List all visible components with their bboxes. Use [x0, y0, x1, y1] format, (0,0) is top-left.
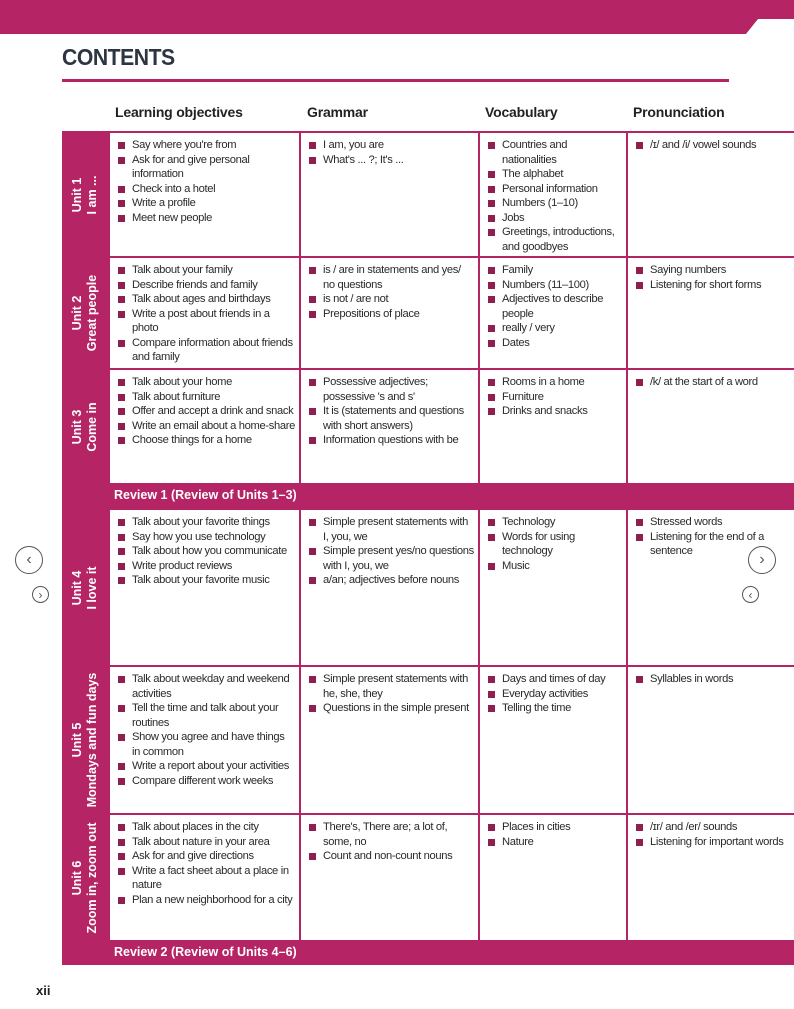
unit-label	[62, 815, 108, 940]
list-item: Write a post about friends in a photo	[116, 307, 295, 336]
vocabulary-list	[486, 515, 622, 573]
objectives-list	[116, 515, 295, 588]
grammar-list	[307, 263, 474, 321]
next-page-small-button[interactable]	[32, 586, 49, 603]
unit-title: I love it	[85, 565, 99, 610]
review-row: Review 1 (Review of Units 1–3)	[62, 483, 794, 508]
grammar-list	[307, 515, 474, 588]
vocabulary-cell	[478, 667, 626, 813]
unit-label	[62, 667, 108, 813]
objectives-list	[116, 672, 295, 788]
vocabulary-list	[486, 672, 622, 716]
list-item: It is (statements and questions with short answers)	[307, 404, 474, 433]
list-item: The alphabet	[486, 167, 622, 182]
list-item: Information questions with be	[307, 433, 474, 448]
list-item: Write product reviews	[116, 559, 295, 574]
list-item: /k/ at the start of a word	[634, 375, 790, 390]
list-item: Everyday activities	[486, 687, 622, 702]
grammar-cell	[299, 510, 478, 665]
list-item: Simple present yes/no questions with I, you, we	[307, 544, 474, 573]
unit-number: Unit 3	[70, 409, 84, 444]
list-item: Questions in the simple present	[307, 701, 474, 716]
list-item: Write a fact sheet about a place in nature	[116, 864, 295, 893]
unit-label	[62, 370, 108, 483]
page-title: CONTENTS	[62, 44, 175, 70]
list-item: Syllables in words	[634, 672, 790, 687]
chevron-right-icon: ›	[38, 587, 43, 602]
list-item: What's ... ?; It's ...	[307, 153, 474, 168]
list-item: Personal information	[486, 182, 622, 197]
chevron-right-icon: ›	[759, 551, 765, 568]
list-item: Count and non-count nouns	[307, 849, 474, 864]
pronunciation-list	[634, 138, 790, 153]
list-item: I am, you are	[307, 138, 474, 153]
list-item: Numbers (11–100)	[486, 278, 622, 293]
list-item: Drinks and snacks	[486, 404, 622, 419]
objectives-cell	[108, 667, 299, 813]
pronunciation-cell	[626, 510, 794, 665]
list-item: Greetings, introductions, and goodbyes	[486, 225, 622, 254]
list-item: Listening for important words	[634, 835, 790, 850]
review-row: Review 2 (Review of Units 4–6)	[62, 940, 794, 965]
objectives-list	[116, 138, 295, 225]
objectives-list	[116, 263, 295, 365]
vocabulary-list	[486, 375, 622, 419]
list-item: Talk about your home	[116, 375, 295, 390]
list-item: Dates	[486, 336, 622, 351]
list-item: Talk about ages and birthdays	[116, 292, 295, 307]
title-rule	[62, 79, 729, 82]
pronunciation-cell	[626, 258, 794, 368]
list-item: Words for using technology	[486, 530, 622, 559]
unit-title: Come in	[85, 401, 99, 452]
list-item: Technology	[486, 515, 622, 530]
unit-row	[62, 508, 794, 665]
unit-row	[62, 256, 794, 368]
list-item: a/an; adjectives before nouns	[307, 573, 474, 588]
list-item: Talk about weekday and weekend activities	[116, 672, 295, 701]
list-item: Talk about your favorite things	[116, 515, 295, 530]
list-item: Prepositions of place	[307, 307, 474, 322]
grammar-list	[307, 375, 474, 448]
pronunciation-list	[634, 263, 790, 292]
unit-row	[62, 131, 794, 256]
prev-page-small-button[interactable]	[742, 586, 759, 603]
unit-row	[62, 813, 794, 940]
list-item: Telling the time	[486, 701, 622, 716]
list-item: Rooms in a home	[486, 375, 622, 390]
objectives-list	[116, 375, 295, 448]
vocabulary-cell	[478, 815, 626, 940]
list-item: Talk about your family	[116, 263, 295, 278]
list-item: Compare different work weeks	[116, 774, 295, 789]
page-number: xii	[36, 983, 51, 998]
unit-number: Unit 5	[70, 722, 84, 758]
list-item: Places in cities	[486, 820, 622, 835]
list-item: Listening for the end of a sentence	[634, 530, 790, 559]
grammar-list	[307, 138, 474, 167]
pronunciation-list	[634, 820, 790, 849]
unit-label	[62, 510, 108, 665]
column-header-vocabulary: Vocabulary	[485, 104, 558, 120]
vocabulary-cell	[478, 370, 626, 483]
vocabulary-cell	[478, 510, 626, 665]
pronunciation-list	[634, 672, 790, 687]
grammar-cell	[299, 370, 478, 483]
list-item: Family	[486, 263, 622, 278]
list-item: Offer and accept a drink and snack	[116, 404, 295, 419]
grammar-cell	[299, 667, 478, 813]
list-item: Stressed words	[634, 515, 790, 530]
prev-page-button[interactable]	[15, 546, 43, 574]
list-item: Talk about places in the city	[116, 820, 295, 835]
list-item: There's, There are; a lot of, some, no	[307, 820, 474, 849]
list-item: /ɪ/ and /i/ vowel sounds	[634, 138, 790, 153]
list-item: Simple present statements with I, you, we	[307, 515, 474, 544]
list-item: Describe friends and family	[116, 278, 295, 293]
list-item: Furniture	[486, 390, 622, 405]
chevron-left-icon: ‹	[748, 587, 753, 602]
unit-number: Unit 6	[70, 860, 84, 895]
unit-title: Zoom in, zoom out	[85, 821, 99, 934]
unit-row	[62, 665, 794, 813]
list-item: Check into a hotel	[116, 182, 295, 197]
objectives-cell	[108, 258, 299, 368]
list-item: Tell the time and talk about your routines	[116, 701, 295, 730]
unit-number: Unit 4	[70, 570, 84, 605]
unit-number: Unit 1	[70, 177, 84, 212]
pronunciation-cell	[626, 667, 794, 813]
objectives-cell	[108, 370, 299, 483]
vocabulary-cell	[478, 258, 626, 368]
list-item: Simple present statements with he, she, they	[307, 672, 474, 701]
grammar-cell	[299, 258, 478, 368]
list-item: is not / are not	[307, 292, 474, 307]
header-band	[0, 0, 794, 34]
list-item: Write a profile	[116, 196, 295, 211]
next-page-button[interactable]	[748, 546, 776, 574]
list-item: Music	[486, 559, 622, 574]
list-item: Plan a new neighborhood for a city	[116, 893, 295, 908]
list-item: Possessive adjectives; possessive 's and s'	[307, 375, 474, 404]
list-item: Listening for short forms	[634, 278, 790, 293]
grammar-cell	[299, 815, 478, 940]
list-item: Adjectives to describe people	[486, 292, 622, 321]
unit-label	[62, 133, 108, 256]
unit-title: Great people	[85, 274, 99, 352]
list-item: is / are in statements and yes/ no questions	[307, 263, 474, 292]
list-item: Say how you use technology	[116, 530, 295, 545]
chevron-left-icon: ‹	[26, 551, 32, 568]
list-item: Say where you're from	[116, 138, 295, 153]
vocabulary-list	[486, 138, 622, 254]
list-item: Write a report about your activities	[116, 759, 295, 774]
grammar-cell	[299, 133, 478, 256]
list-item: Ask for and give directions	[116, 849, 295, 864]
list-item: /ɪr/ and /er/ sounds	[634, 820, 790, 835]
list-item: Choose things for a home	[116, 433, 295, 448]
unit-title: Mondays and fun days	[85, 672, 99, 808]
list-item: Write an email about a home-share	[116, 419, 295, 434]
list-item: Talk about how you communicate	[116, 544, 295, 559]
list-item: Saying numbers	[634, 263, 790, 278]
list-item: Ask for and give personal information	[116, 153, 295, 182]
grammar-list	[307, 672, 474, 716]
objectives-cell	[108, 133, 299, 256]
grammar-list	[307, 820, 474, 864]
vocabulary-list	[486, 820, 622, 849]
list-item: Talk about nature in your area	[116, 835, 295, 850]
list-item: Days and times of day	[486, 672, 622, 687]
list-item: Compare information about friends and family	[116, 336, 295, 365]
list-item: Countries and nationalities	[486, 138, 622, 167]
objectives-cell	[108, 815, 299, 940]
list-item: Show you agree and have things in common	[116, 730, 295, 759]
list-item: Talk about furniture	[116, 390, 295, 405]
pronunciation-cell	[626, 370, 794, 483]
pronunciation-list	[634, 375, 790, 390]
list-item: Jobs	[486, 211, 622, 226]
unit-title: I am ...	[85, 175, 99, 214]
vocabulary-cell	[478, 133, 626, 256]
list-item: Talk about your favorite music	[116, 573, 295, 588]
list-item: really / very	[486, 321, 622, 336]
vocabulary-list	[486, 263, 622, 350]
list-item: Meet new people	[116, 211, 295, 226]
unit-number: Unit 2	[70, 295, 84, 331]
column-header-objectives: Learning objectives	[115, 104, 243, 120]
objectives-list	[116, 820, 295, 907]
list-item: Numbers (1–10)	[486, 196, 622, 211]
contents-table	[62, 131, 794, 965]
column-header-pronunciation: Pronunciation	[633, 104, 725, 120]
column-header-grammar: Grammar	[307, 104, 368, 120]
objectives-cell	[108, 510, 299, 665]
list-item: Nature	[486, 835, 622, 850]
unit-label	[62, 258, 108, 368]
pronunciation-cell	[626, 133, 794, 256]
unit-row	[62, 368, 794, 483]
pronunciation-cell	[626, 815, 794, 940]
